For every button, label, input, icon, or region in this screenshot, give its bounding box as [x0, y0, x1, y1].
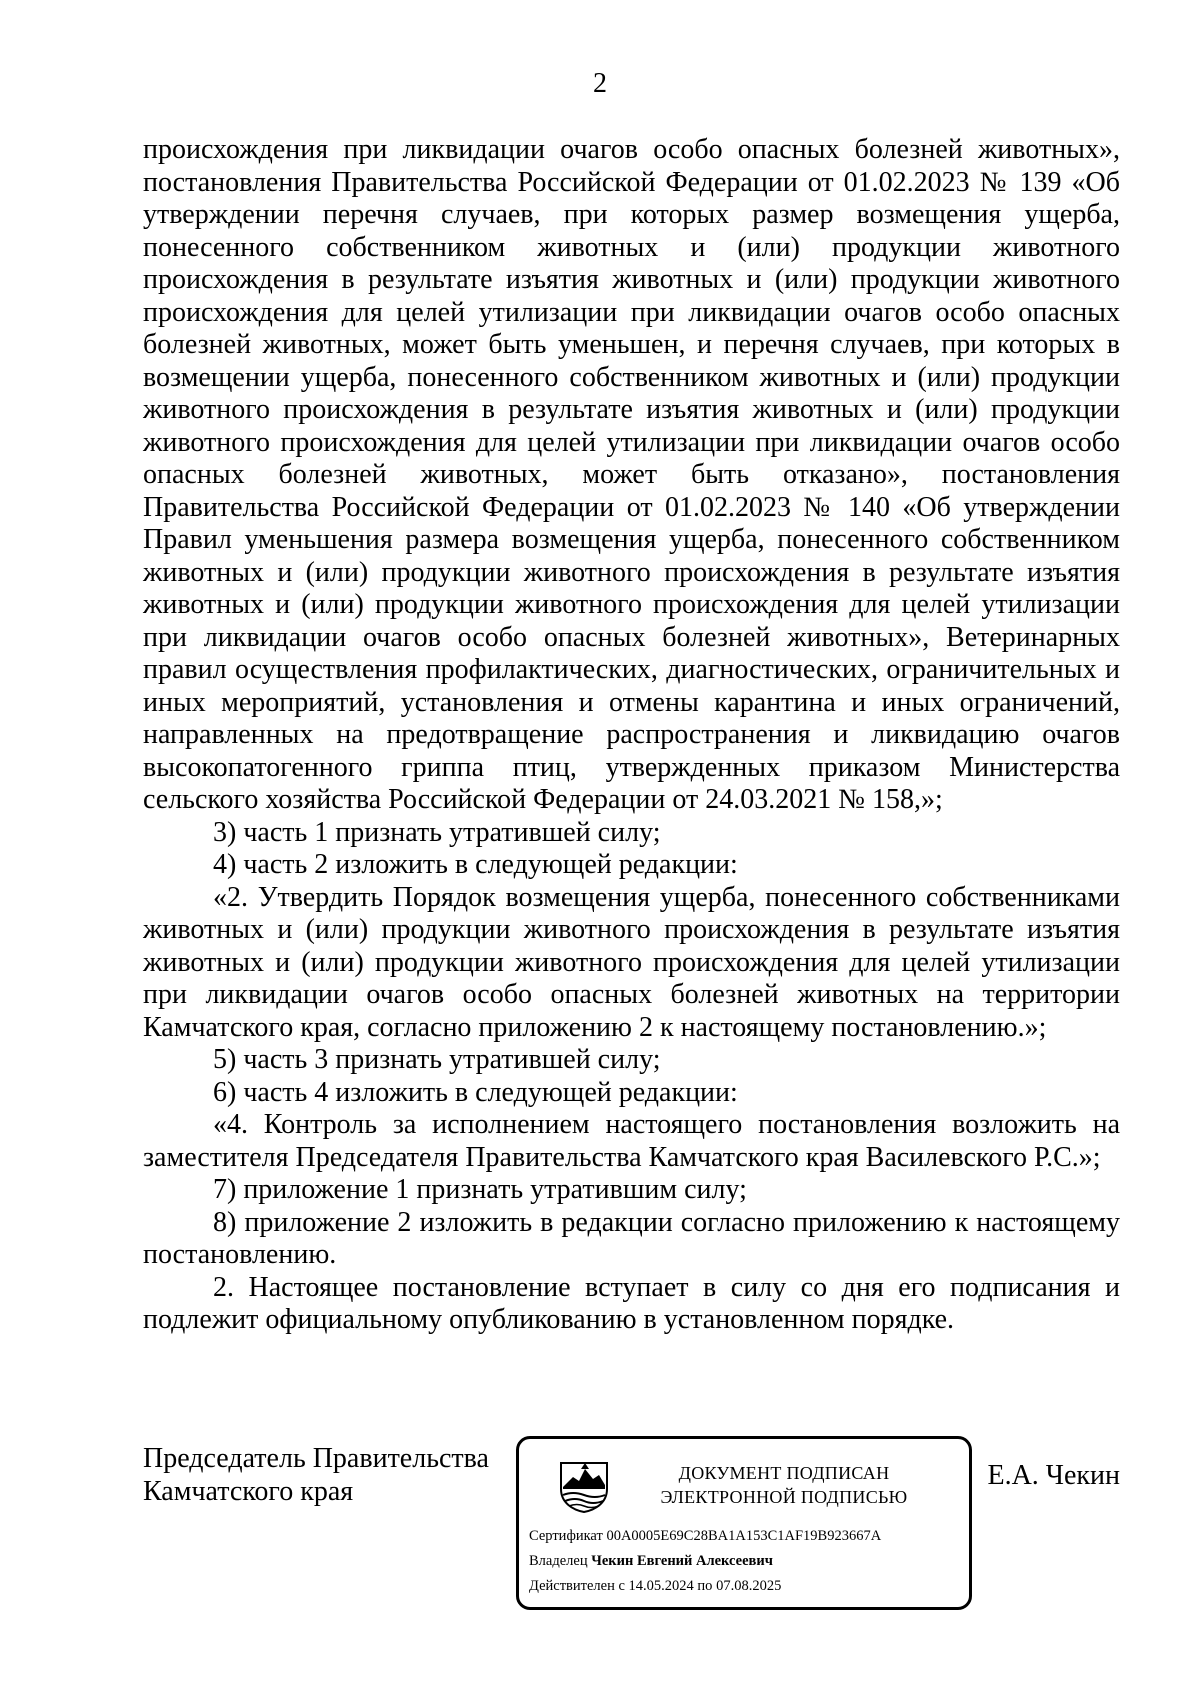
kamchatka-emblem-icon — [557, 1459, 611, 1513]
stamp-heading-line: ДОКУМЕНТ ПОДПИСАН — [678, 1463, 890, 1483]
paragraph: 3) часть 1 признать утратившей силу; — [213, 816, 661, 848]
owner-row — [529, 1549, 881, 1574]
paragraph: 7) приложение 1 признать утратившим силу; — [213, 1174, 747, 1205]
paragraph: 5) часть 3 признать утратившей силу; — [213, 1044, 661, 1075]
valid-to-date: 07.08.2025 — [716, 1578, 782, 1594]
owner-label: Владелец — [529, 1553, 588, 1569]
page-number: 2 — [593, 68, 607, 99]
valid-label: Действителен — [529, 1578, 615, 1594]
signer-title — [143, 1442, 489, 1508]
paragraph: 4) часть 2 изложить в следующей редакции: — [213, 849, 738, 880]
electronic-signature-stamp — [516, 1436, 972, 1610]
paragraph: 8) приложение 2 изложить в редакции согласно приложению к настоящему постановлению. — [143, 1206, 1120, 1270]
certificate-row — [529, 1524, 881, 1549]
signer-title-line: Председатель Правительства — [143, 1443, 489, 1474]
signer-title-line: Камчатского края — [143, 1476, 354, 1507]
paragraph: «4. Контроль за исполнением настоящего постановления возложить на заместителя Председателя Правительства Камчатского края Василевского Р.С.»; — [143, 1109, 1120, 1173]
stamp-heading — [629, 1461, 939, 1509]
signer-name: Е.А. Чекин — [987, 1460, 1120, 1491]
document-body — [143, 134, 1120, 1337]
paragraph: «2. Утвердить Порядок возмещения ущерба, понесенного собственниками животных и (или) продукции животного происхождения в результате изъятия животных и (или) продукции животного происхождения для целей утилизации при ликвидации очагов особо опасных болезней животных на территории Камчатского края, согласно приложению 2 к настоящему постановлению.»; — [143, 881, 1120, 1043]
valid-to-prefix: по — [697, 1578, 713, 1594]
paragraph: происхождения при ликвидации очагов особо опасных болезней животных», постановления Правительства Российской Федерации от 01.02.2023 № 139 «Об утверждении перечня случаев, при которых размер возмещения ущерба, понесенного собственником животных и (или) продукции животного происхождения в результате изъятия животных и (или) продукции животного происхождения для целей утилизации при ликвидации очагов особо опасных болезней животных, может быть уменьшен, и перечня случаев, при которых в возмещении ущерба, понесенного собственником животных и (или) продукции животного происхождения в результате изъятия животных и (или) продукции животного происхождения для целей утилизации при ликвидации очагов особо опасных болезней животных, может быть отказано», постановления Правительства Российской Федерации от 01.02.2023 № 140 «Об утверждении Правил уменьшения размера возмещения ущерба, понесенного собственником животных и (или) продукции животного происхождения в результате изъятия животных и (или) продукции животного происхождения для целей утилизации при ликвидации очагов особо опасных болезней животных», Ветеринарных правил осуществления профилактических, диагностических, ограничительных и иных мероприятий, установления и отмены карантина и иных ограничений, направленных на предотвращение распространения и ликвидацию очагов высокопатогенного гриппа птиц, утвержденных приказом Министерства сельского хозяйства Российской Федерации от 24.03.2021 № 158,»; — [143, 134, 1120, 815]
owner-value: Чекин Евгений Алексеевич — [591, 1553, 773, 1569]
valid-from-date: 14.05.2024 — [628, 1578, 694, 1594]
stamp-heading-line: ЭЛЕКТРОННОЙ ПОДПИСЬЮ — [660, 1487, 908, 1507]
valid-from-prefix: с — [618, 1578, 625, 1594]
paragraph: 6) часть 4 изложить в следующей редакции: — [213, 1076, 738, 1108]
validity-row — [529, 1574, 881, 1599]
paragraph: 2. Настоящее постановление вступает в силу со дня его подписания и подлежит официальному опубликованию в установленном порядке. — [143, 1271, 1120, 1335]
certificate-value: 00A0005E69C28BA1A153C1AF19B923667A — [606, 1528, 882, 1544]
stamp-details — [529, 1524, 881, 1599]
certificate-label: Сертификат — [529, 1528, 603, 1544]
